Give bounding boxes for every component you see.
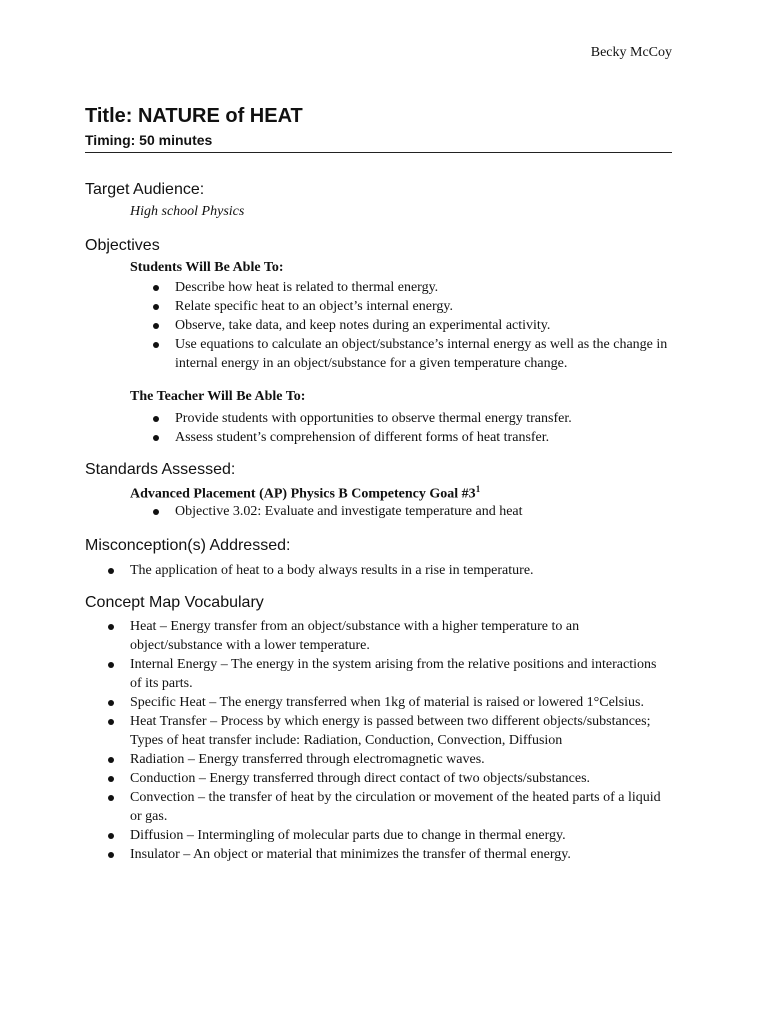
- bullet-icon: [108, 757, 114, 763]
- list-item: Objective 3.02: Evaluate and investigate temperature and heat: [175, 502, 675, 521]
- teacher-subheading: The Teacher Will Be Able To:: [130, 389, 306, 404]
- bullet-icon: [108, 719, 114, 725]
- target-audience-value: High school Physics: [130, 204, 245, 219]
- list-item: Use equations to calculate an object/substance’s internal energy as well as the change in internal energy in an object/substance for a given temperature change.: [175, 335, 675, 373]
- students-objectives-list: [175, 278, 675, 373]
- list-item: Heat Transfer – Process by which energy is passed between two different objects/substances; Types of heat transfer include: Radiation, Conduction, Convection, Diffusion: [130, 712, 670, 750]
- bullet-icon: [153, 509, 159, 515]
- bullet-icon: [108, 795, 114, 801]
- misconceptions-heading: Misconception(s) Addressed:: [85, 537, 291, 554]
- standards-heading: Standards Assessed:: [85, 461, 236, 478]
- bullet-icon: [153, 285, 159, 291]
- list-item: The application of heat to a body always results in a rise in temperature.: [130, 561, 675, 580]
- bullet-icon: [108, 568, 114, 574]
- bullet-icon: [153, 323, 159, 329]
- objectives-heading: Objectives: [85, 237, 160, 254]
- list-item: Observe, take data, and keep notes during an experimental activity.: [175, 316, 675, 335]
- standards-list: [175, 502, 675, 521]
- list-item: Heat – Energy transfer from an object/substance with a higher temperature to an object/substance with a lower temperature.: [130, 617, 670, 655]
- list-item: Describe how heat is related to thermal energy.: [175, 278, 675, 297]
- bullet-icon: [153, 416, 159, 422]
- list-item: Insulator – An object or material that minimizes the transfer of thermal energy.: [130, 845, 670, 864]
- bullet-icon: [108, 852, 114, 858]
- list-item: Convection – the transfer of heat by the circulation or movement of the heated parts of a liquid or gas.: [130, 788, 670, 826]
- page-title: Title: NATURE of HEAT: [85, 105, 303, 127]
- list-item: Assess student’s comprehension of different forms of heat transfer.: [175, 428, 675, 447]
- teacher-objectives-list: [175, 409, 675, 447]
- bullet-icon: [153, 435, 159, 441]
- list-item: Conduction – Energy transferred through direct contact of two objects/substances.: [130, 769, 670, 788]
- author-name: Becky McCoy: [590, 45, 672, 60]
- standards-goal: Advanced Placement (AP) Physics B Competency Goal $\#3^1$: [130, 484, 481, 502]
- list-item: Relate specific heat to an object’s internal energy.: [175, 297, 675, 316]
- footnote-marker: 1: [475, 484, 481, 494]
- list-item: Provide students with opportunities to observe thermal energy transfer.: [175, 409, 675, 428]
- misconceptions-list: [130, 561, 675, 580]
- students-subheading: Students Will Be Able To:: [130, 260, 284, 275]
- bullet-icon: [153, 342, 159, 348]
- bullet-icon: [153, 304, 159, 310]
- list-item: Radiation – Energy transferred through electromagnetic waves.: [130, 750, 670, 769]
- bullet-icon: [108, 700, 114, 706]
- bullet-icon: [108, 833, 114, 839]
- list-item: Specific Heat – The energy transferred when 1kg of material is raised or lowered 1°Celsius.: [130, 693, 670, 712]
- list-item: Internal Energy – The energy in the system arising from the relative positions and interactions of its parts.: [130, 655, 670, 693]
- bullet-icon: [108, 776, 114, 782]
- bullet-icon: [108, 624, 114, 630]
- vocabulary-list: [130, 617, 670, 864]
- list-item: Diffusion – Intermingling of molecular parts due to change in thermal energy.: [130, 826, 670, 845]
- target-audience-heading: Target Audience:: [85, 181, 205, 198]
- timing-label: Timing: 50 minutes: [85, 132, 213, 148]
- bullet-icon: [108, 662, 114, 668]
- title-divider: [85, 152, 672, 153]
- vocabulary-heading: Concept Map Vocabulary: [85, 594, 264, 611]
